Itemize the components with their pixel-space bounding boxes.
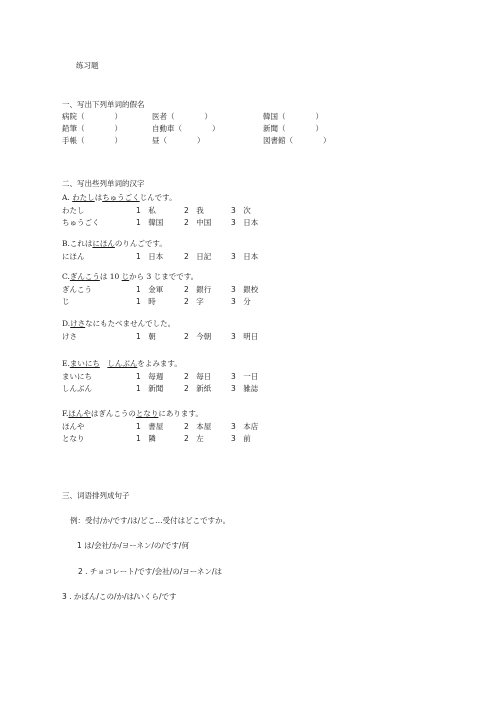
- example-sentence: 例：受付/か/です/は/どこ…受付はどこですか。: [70, 516, 231, 525]
- sentence-fragment: E.: [62, 359, 70, 368]
- sentence-fragment: A.: [62, 193, 73, 202]
- reorder-item-3: 3 . かばん/この/か/は/いくら/です: [62, 592, 177, 601]
- kanji-option: 3 日本: [231, 218, 259, 227]
- sentence-fragment: のりんごです。: [114, 239, 167, 248]
- section1-heading: 一、写出下列单词的假名: [62, 100, 145, 109]
- kanji-option: 1 金軍: [136, 285, 164, 294]
- kanji-option: 1 書屋: [136, 422, 164, 431]
- kanji-option: 2 字: [184, 297, 204, 306]
- kanji-option: 3 日本: [231, 252, 259, 261]
- sentence-fragment: なにもたべませんでした。: [85, 319, 176, 328]
- kanji-option: 1 私: [136, 206, 156, 215]
- kanji-option: 3 前: [231, 434, 251, 443]
- kanji-option: 2 中国: [184, 218, 212, 227]
- kana-blank-item: 韓国（ ）: [263, 112, 323, 121]
- question-sentence-c: [62, 273, 198, 281]
- question-sentence-f: [62, 410, 203, 418]
- question-sentence-d: [62, 320, 175, 328]
- kanji-option: 2 左: [184, 434, 204, 443]
- kanji-option: 1 時: [136, 297, 156, 306]
- kanji-option: 1 新聞: [136, 384, 164, 393]
- kana-word: しんぶん: [62, 384, 92, 393]
- sentence-fragment: F.: [62, 409, 69, 418]
- sentence-fragment: じんです。: [139, 193, 177, 202]
- kana-word: けさ: [62, 332, 77, 341]
- sentence-fragment: C.: [62, 272, 70, 281]
- underlined-word: にほん: [92, 239, 115, 248]
- underlined-word: じ: [121, 272, 130, 281]
- sentence-fragment: にあります。: [158, 409, 203, 418]
- kana-word: にほん: [62, 252, 85, 261]
- kanji-option: 1 隣: [136, 434, 156, 443]
- kanji-option: 1 韓国: [136, 218, 164, 227]
- kanji-option: 1 日本: [136, 252, 164, 261]
- kanji-option: 3 分: [231, 297, 251, 306]
- underlined-word: けさ: [70, 319, 86, 328]
- question-sentence-e: [62, 360, 182, 368]
- kana-word: となり: [62, 434, 85, 443]
- kanji-option: 2 本屋: [184, 422, 212, 431]
- underlined-word: となり: [135, 409, 159, 418]
- kanji-option: 2 銀行: [184, 285, 212, 294]
- kanji-option: 2 毎日: [184, 372, 212, 381]
- kanji-option: 3 本店: [231, 422, 259, 431]
- kana-word: まいにち: [62, 372, 92, 381]
- sentence-fragment: から 3 じまでです。: [129, 272, 199, 281]
- kana-blank-item: 昼（ ）: [152, 136, 205, 145]
- sentence-fragment: をよみます。: [137, 359, 182, 368]
- kana-blank-item: 新聞（ ）: [263, 124, 323, 133]
- kana-blank-item: 病院（ ）: [62, 112, 122, 121]
- page-title: 练习题: [76, 61, 99, 70]
- kana-word: わたし: [62, 206, 85, 215]
- kana-blank-item: 図書館（ ）: [263, 136, 331, 145]
- kanji-option: 2 日記: [184, 252, 212, 261]
- kana-blank-item: 鉛筆（ ）: [62, 124, 122, 133]
- sentence-fragment: は: [94, 193, 103, 202]
- underlined-word: わたし: [72, 193, 95, 202]
- kanji-option: 2 今朝: [184, 332, 212, 341]
- kana-blank-item: 自動車（ ）: [152, 124, 220, 133]
- kanji-option: 3 雑誌: [231, 384, 259, 393]
- underlined-word: ぎんこう: [69, 272, 100, 281]
- kanji-option: 3 次: [231, 206, 251, 215]
- kana-word: じ: [62, 297, 70, 306]
- underlined-word: ちゅうごく: [102, 193, 140, 202]
- question-sentence-b: [62, 240, 167, 248]
- underlined-word: まいにち: [69, 359, 100, 368]
- kanji-option: 1 朝: [136, 332, 156, 341]
- kanji-option: 3 明日: [231, 332, 259, 341]
- kana-word: ほんや: [62, 422, 85, 431]
- reorder-item-1: 1 は/会社/か/ヨーネン/の/です/何: [77, 541, 189, 550]
- sentence-fragment: は 10: [99, 272, 122, 281]
- kana-blank-item: 手帳（ ）: [62, 136, 122, 145]
- kana-word: ちゅうごく: [62, 218, 100, 227]
- kanji-option: 2 新紙: [184, 384, 212, 393]
- question-sentence-a: [62, 194, 177, 202]
- section2-heading: 二、写出些列单词的汉字: [62, 179, 145, 188]
- reorder-item-2: 2 . チョコレート/です/会社/の/ヨーネン/は: [78, 567, 222, 576]
- kanji-option: 1 毎週: [136, 372, 164, 381]
- section3-heading: 三、词语排列成句子: [62, 491, 130, 500]
- sentence-fragment: はぎんこうの: [90, 409, 136, 418]
- sentence-fragment: D.: [62, 319, 71, 328]
- kanji-option: 2 我: [184, 206, 204, 215]
- underlined-word: ほんや: [68, 409, 91, 418]
- underlined-word: しんぶん: [107, 359, 138, 368]
- kana-blank-item: 医者（ ）: [152, 112, 212, 121]
- kanji-option: 3 一日: [231, 372, 259, 381]
- sentence-fragment: B.これは: [62, 239, 93, 248]
- kanji-option: 3 銀校: [231, 285, 259, 294]
- kana-word: ぎんこう: [62, 285, 92, 294]
